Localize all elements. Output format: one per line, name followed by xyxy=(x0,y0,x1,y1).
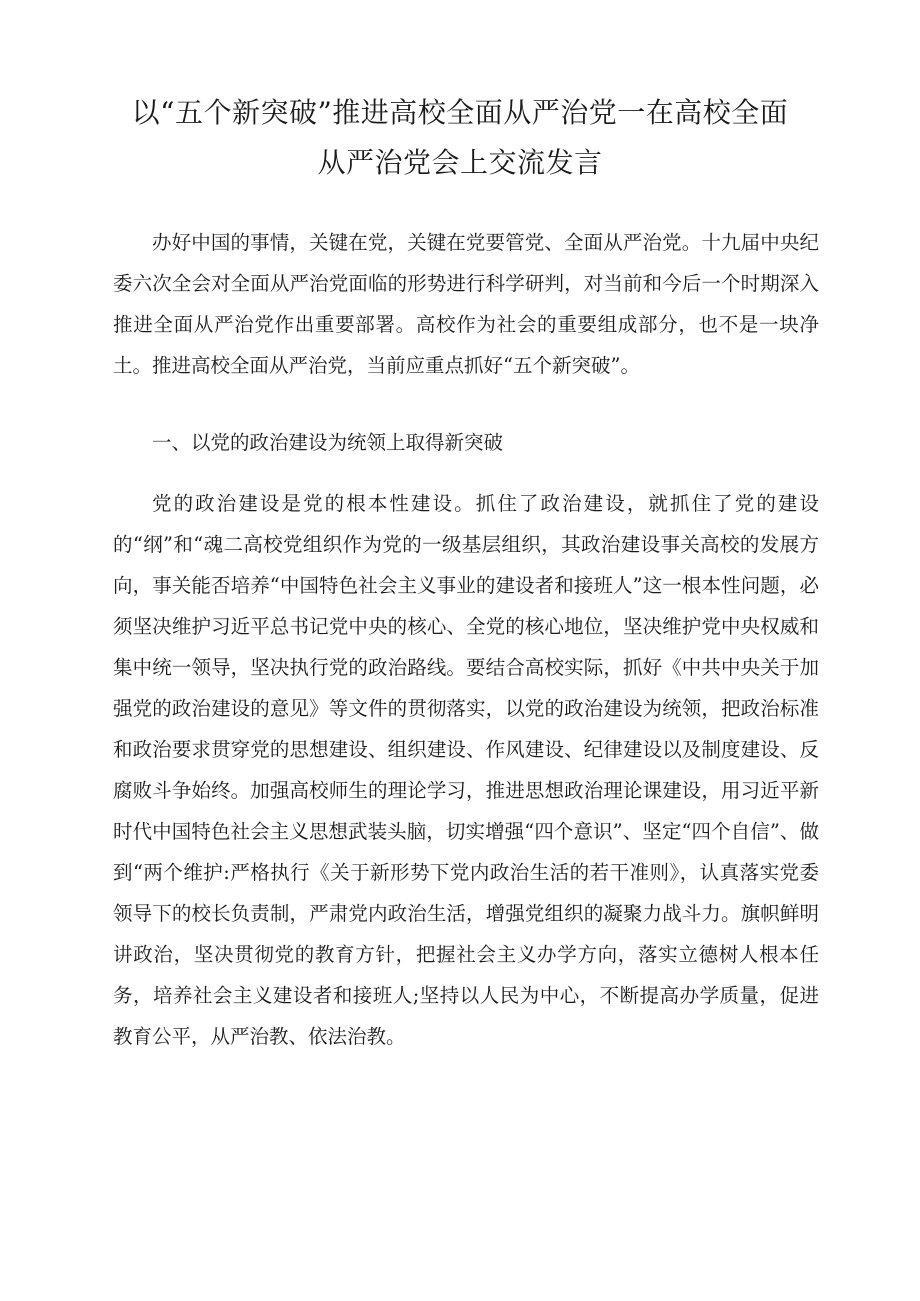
document-title xyxy=(100,88,820,188)
paragraph-section-1: 党的政治建设是党的根本性建设。抓住了政治建设，就抓住了党的建设的“纲”和“魂二高校党组织作为党的一级基层组织，其政治建设事关高校的发展方向，事关能否培养“中国特色社会主义事业的建设者和接班人”这一根本性问题，必须坚决维护习近平总书记党中央的核心、全党的核心地位，坚决维护党中央权威和集中统一领导，坚决执行党的政治路线。要结合高校实际，抓好《中共中央关于加强党的政治建设的意见》等文件的贯彻落实，以党的政治建设为统领，把政治标准和政治要求贯穿党的思想建设、组织建设、作风建设、纪律建设以及制度建设、反腐败斗争始终。加强高校师生的理论学习，推进思想政治理论课建设，用习近平新时代中国特色社会主义思想武装头脑，切实增强“四个意识”、坚定“四个自信”、做到“两个维护:严格执行《关于新形势下党内政治生活的若干准则》，认真落实党委领导下的校长负责制，严肃党内政治生活，增强党组织的凝聚力战斗力。旗帜鲜明讲政治，坚决贯彻党的教育方针，把握社会主义办学方向，落实立德树人根本任务，培养社会主义建设者和接班人;坚持以人民为中心，不断提高办学质量，促进教育公平，从严治教、依法治教。 xyxy=(113,492,819,1048)
section-heading-1: 一、以党的政治建设为统领上取得新突破 xyxy=(152,431,504,454)
title-line-2: 从严治党会上交流发言 xyxy=(317,146,603,179)
paragraph-intro: 办好中国的事情，关键在党，关键在党要管党、全面从严治党。十九届中央纪委六次全会对全面从严治党面临的形势进行科学研判，对当前和今后一个时期深入推进全面从严治党作出重要部署。高校作为社会的重要组成部分，也不是一块净土。推进高校全面从严治党，当前应重点抓好“五个新突破”。 xyxy=(113,231,819,377)
title-line-1: 以“五个新突破”推进高校全面从严治党一在高校全面 xyxy=(131,96,789,129)
